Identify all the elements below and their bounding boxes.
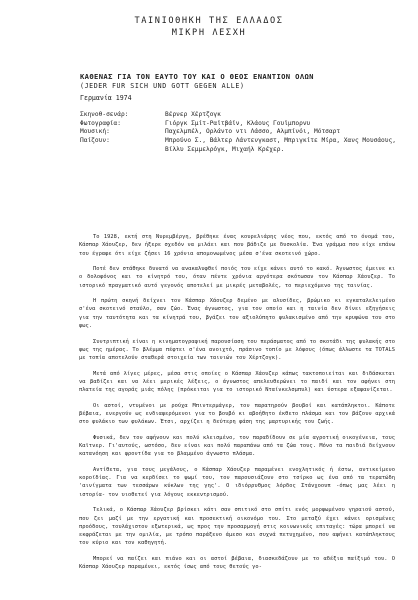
institution-name: ΤΑΙΝΙΟΘΗΚΗ ΤΗΣ ΕΛΛΑΔΟΣ	[134, 16, 284, 26]
film-original-title: (JEDER FUR SICH UND GOTT GEGEN ALLE)	[80, 82, 245, 90]
credits-block	[80, 111, 396, 155]
paragraph: Το 1928, εκτή στη Νυρεμβέργη, βρέθηκε ένας κουρελιάρης νέος που, εκτός από το όνομά του, Κάσπαρ Χάουζερ, δεν ήξερε σχεδόν να μιλάει και που βάδιζε με δυσκολία. Ένα γράμμα που είχε επάνω του έγραφε ότι είχε ζήσει 16 χρόνια απομονωμένος μέσα σ'ένα σκοτεινό χώρο.	[79, 234, 395, 257]
credit-row	[80, 128, 396, 137]
paragraph: Οι αστοί, ντυμένοι με ρούχα Μπιντερμάγερ, τον παρατηρούν βουβοί και κατάπληκτοι. Κάποτε βέβαια, ενεργούν ως ενδιαφερόμενοι για το βουβό κι αβοήθητο έκθετο πλάσμα και τον βάζουν αρχικά στο φυλάκιο των φυλάκων. Έτσι, αρχίζει η δεύτερη φάση της μαρτυρικής του ζωής.	[79, 402, 395, 426]
paragraph: Μετά από λίγες μέρες, μέσα στις οποίες ο Κάσπαρ Χάουζερ κάπως τακτοποιείται και διδάσκεται να βαδίζει και να λέει μερικές λέξεις, ο άγνωστος απελευθερώνει το παιδί και τον αφήνει στη πλατεία της αγοράς μιάς πόλης (πρόκειται για το ιστορικό Νταίνκελσμπυλ) και ύστερα εξαφανίζεται.	[79, 370, 395, 394]
credit-value: Γιόργκ Σμίτ-Ραϊτβάϊν, Κλάους Γουϊμπορνυ	[165, 119, 311, 127]
credit-value: Βέρνερ Χέρτζογκ	[165, 111, 221, 118]
paragraph: Αντίθετα, για τους μεγάλους, ο Κάσπαρ Χάουζερ παραμένει ενοχλητικός ή έστω, αντικείμενο κοροϊδίας. Για να κερδίσει το ψωμί του, τον παρουσιάζουν στο τσίρκο ως ένα από τα τερατώδη 'αινίγματα των τεσσάρων κύκλων της γης'. Ο ιδιόρρυθμος λόρδος Στάνχοουπ -όπως μας λέει η ιστορία- τον υιοθετεί για λόγους εκκεντρισμού.	[79, 466, 395, 498]
paragraph: Φυσικά, δεν τον αφήνουν και πολύ κλεισμένο, τον παραδίδουν σε μία αγροτική οικογένεια, τους Καϊτνερ. Γι'αυτούς, ωστόσο, δεν είναι και πολύ παραπάνω από τα ζώα τους. Μόνο τα παιδιά δείχνουν κατανόηση και φροντίδα για το βλαμμένο άγνωστο πλάσμα.	[79, 434, 395, 458]
credit-label: Φωτογραφία:	[80, 119, 121, 127]
paragraph: Τελικά, ο Κάσπαρ Χάουζερ βρίσκει κάτι σαν σπιτικό στο σπίτι ενός μορφωμένου γηραιού αστού, που ζει μαζί με την εργατική και προσεκτική οικονόμο του. Στο μεταξύ έχει κάνει ορισμένες προόδους, τουλάχιστον εξωτερικά, ως προς την προσαρμογή στις κοινωνικές επιταγές: τώρα μπορεί να εκφράζεται με την ομιλία, με τρόπο παράξενο άμεσο και συχνά πετυχημένο, που αφήνει κατάπληκτους τον κύριο και τον καθηγητή.	[79, 507, 395, 547]
credit-label	[80, 146, 165, 155]
credit-value: Βίλλυ Σεμμελρόγκ, Μιχαήλ Κρέχερ.	[165, 145, 285, 153]
credit-label: Παίζουν:	[80, 137, 110, 145]
credit-row	[80, 137, 396, 146]
credit-label: Μουσική:	[80, 128, 110, 136]
club-name: ΜΙΚΡΗ ΛΕΣΧΗ	[171, 28, 247, 38]
credit-row	[80, 146, 396, 155]
paragraph: Ποτέ δεν στάθηκε δυνατό να ανακαλυφθεί ποιός του είχε κάνει αυτό το κακό. Άγνωστος έμεινε κι ο δολοφόνος και το κίνητρό του, όταν πέντε χρόνια αργότερα σκότωσαν τον Κάσπαρ Χάουζερ. Το ιστορικό πραγματικό αυτό γεγονός αποτελεί με μικρές μεταβολές, το περιεχόμενο της ταινίας.	[79, 266, 395, 289]
paragraph: Η πρώτη σκηνή δείχνει τον Κάσπαρ Χάουζερ δεμένο με αλυσίδες, βρώμικο κι εγκαταλελειμένο σ'ένα σκοτεινό σταύλο, σαν ζώο. Ένας άγνωστος, για τον οποίο και η ταινία δεν δίνει εξηγήσεις για την ταυτότητα και τα κίνητρά του, βγάζει τον αξιολύπητο φυλακισμένο από την κρυψώνα του στο φως.	[79, 298, 395, 330]
credit-value: Παχελμπέλ, Ορλάντο ντι Λάσσο, Αλμπίνόι, Μότσαρτ	[165, 128, 341, 136]
credit-value: Μπρούνο Σ., Βάλτερ Λάντενγκαστ, Μπριγκίτε Μίρα, Χανς Μουσάους,	[165, 137, 396, 145]
credit-row	[80, 111, 396, 120]
credit-label: Σκηνοθ-σενάρ:	[80, 111, 129, 118]
paragraph: Συντριπτική είναι η κινηματογραφική παρουσίαση του περάσματος από το σκοτάδι της φυλακής στο φως της ημέρας. Το βλέμμα πέφτει σ'ένα ανοιχτό, πράσινο τοπίο με λόφους (όπως άλλωστε τα TOTALS με τοπία αποτελούν σταθερά στοιχεία των ταινιών του Χέρτζογκ).	[79, 338, 395, 362]
paragraph: Μπορεί να παίζει και πιάνο και οι αστοί βέβαια, διασκεδάζουν με το αδέξια παίξιμό του. Ο Κάσπαρ Χάουζερ παραμένει, εκτός ίσως από τους θετούς γο-	[79, 555, 395, 571]
film-title: ΚΑΘΕΝΑΣ ΓΙΑ ΤΟΝ ΕΑΥΤΟ ΤΟΥ ΚΑΙ Ο ΘΕΟΣ ΕΝΑΝΤΙΟΝ ΟΛΩΝ	[80, 72, 314, 81]
film-country-year: Γερμανία 1974	[80, 94, 132, 102]
body-text	[79, 233, 395, 579]
